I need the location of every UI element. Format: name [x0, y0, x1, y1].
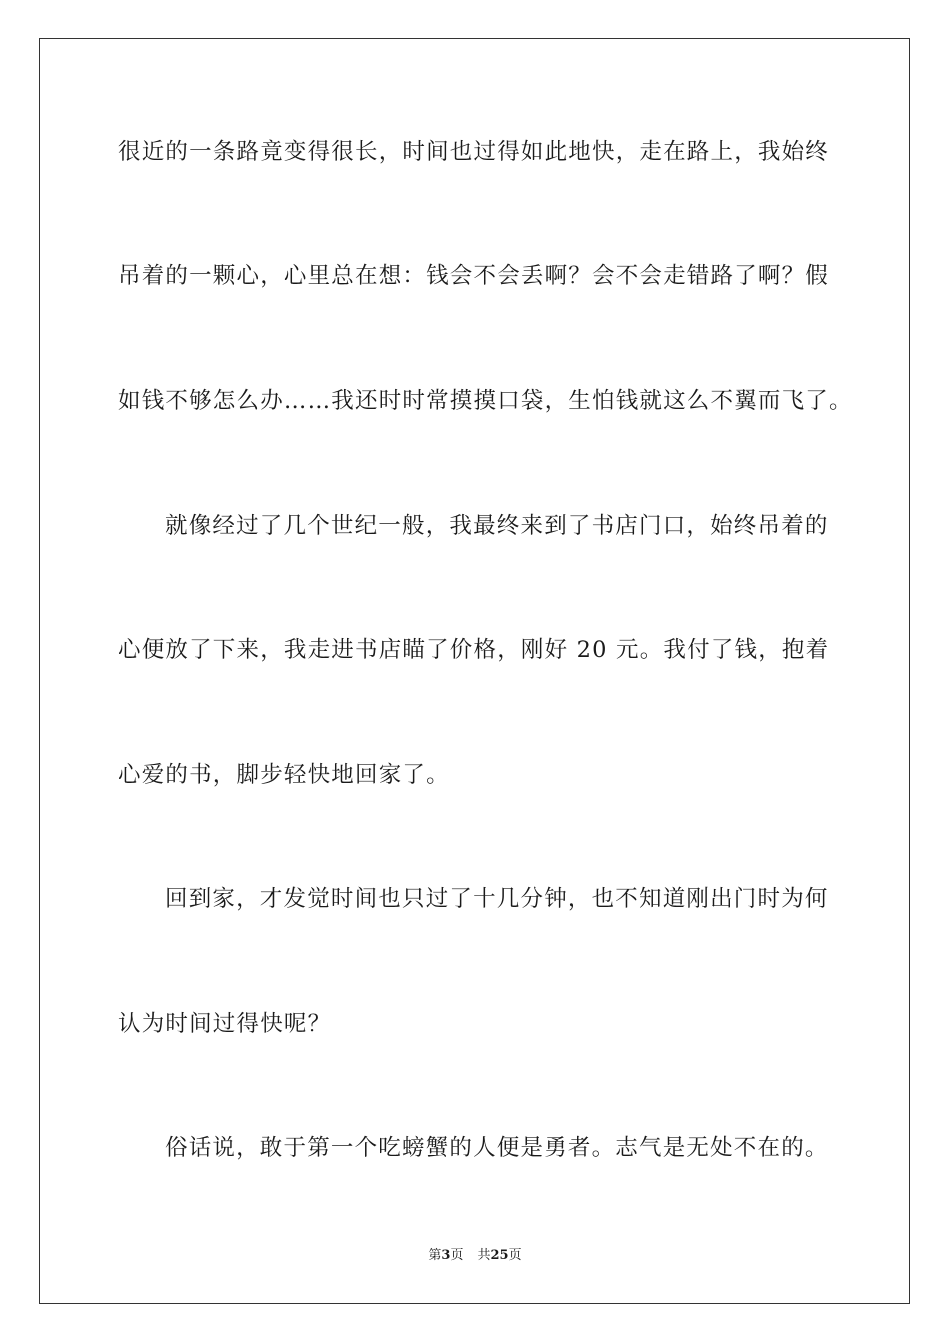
page-footer: [0, 1247, 950, 1265]
text-line: 心爱的书，脚步轻快地回家了。: [118, 762, 450, 788]
text-line: 很近的一条路竟变得很长，时间也过得如此地快，走在路上，我始终: [118, 139, 830, 165]
paragraph-start-line: 俗话说，敢于第一个吃螃蟹的人便是勇者。志气是无处不在的。: [165, 1135, 829, 1161]
page-number: 3: [441, 1248, 451, 1263]
text-line: 认为时间过得快呢？: [118, 1011, 332, 1037]
paragraph-start-line: 回到家，才发觉时间也只过了十几分钟，也不知道刚出门时为何: [165, 886, 829, 912]
total-suffix: 页: [508, 1248, 522, 1263]
page-border: [39, 38, 910, 1304]
page-suffix: 页: [450, 1248, 464, 1263]
total-pages: 25: [490, 1248, 509, 1263]
text-line: 心便放了下来，我走进书店瞄了价格，刚好 20 元。我付了钱，抱着: [118, 637, 830, 663]
text-line: 如钱不够怎么办……我还时时常摸摸口袋，生怕钱就这么不翼而飞了。: [118, 388, 853, 414]
total-prefix: 共: [477, 1248, 491, 1263]
paragraph-start-line: 就像经过了几个世纪一般，我最终来到了书店门口，始终吊着的: [165, 513, 829, 539]
page-prefix: 第: [428, 1248, 442, 1263]
text-line: 吊着的一颗心，心里总在想：钱会不会丢啊？会不会走错路了啊？假: [118, 263, 830, 289]
